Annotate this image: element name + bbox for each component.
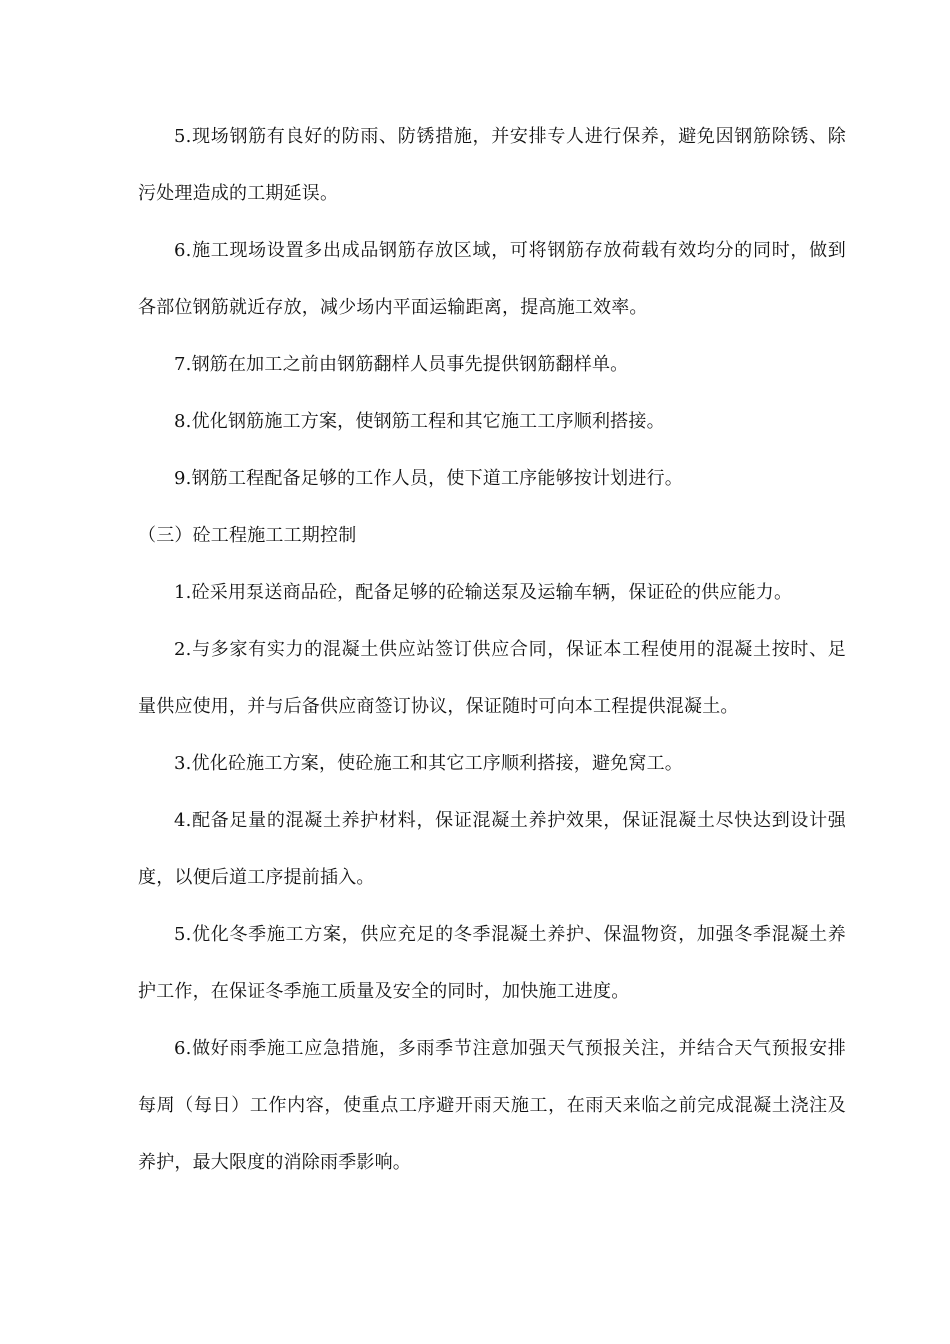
paragraph-rebar-schedule-sheet: 7.钢筋在加工之前由钢筋翻样人员事先提供钢筋翻样单。 [174,354,629,375]
paragraph-concrete-supply-contracts: 2.与多家有实力的混凝土供应站签订供应合同，保证本工程使用的混凝土按时、足量供应使用，并与后备供应商签订协议，保证随时可向本工程提供混凝土。 [138,639,846,717]
paragraph-rebar-staffing: 9.钢筋工程配备足够的工作人员，使下道工序能够按计划进行。 [174,468,683,489]
paragraph-rebar-rust-protection: 5.现场钢筋有良好的防雨、防锈措施，并安排专人进行保养，避免因钢筋除锈、除污处理造成的工期延误。 [138,126,846,204]
document-body [138,108,846,1191]
paragraph-rebar-storage-area: 6.施工现场设置多出成品钢筋存放区域，可将钢筋存放荷载有效均分的同时，做到各部位钢筋就近存放，减少场内平面运输距离，提高施工效率。 [138,240,846,318]
paragraph-rainy-season-measures: 6.做好雨季施工应急措施，多雨季节注意加强天气预报关注，并结合天气预报安排每周（每日）工作内容，使重点工序避开雨天施工，在雨天来临之前完成混凝土浇注及养护，最大限度的消除雨季影响。 [138,1038,846,1173]
paragraph-concrete-curing-materials: 4.配备足量的混凝土养护材料，保证混凝土养护效果，保证混凝土尽快达到设计强度，以便后道工序提前插入。 [138,810,846,888]
section-heading-concrete: （三）砼工程施工工期控制 [138,525,357,546]
paragraph-concrete-construction-plan: 3.优化砼施工方案，使砼施工和其它工序顺利搭接，避免窝工。 [174,753,683,774]
paragraph-concrete-pumping: 1.砼采用泵送商品砼，配备足够的砼输送泵及运输车辆，保证砼的供应能力。 [174,582,793,603]
paragraph-rebar-construction-plan: 8.优化钢筋施工方案，使钢筋工程和其它施工工序顺利搭接。 [174,411,665,432]
paragraph-winter-construction: 5.优化冬季施工方案，供应充足的冬季混凝土养护、保温物资，加强冬季混凝土养护工作，在保证冬季施工质量及安全的同时，加快施工进度。 [138,924,846,1002]
